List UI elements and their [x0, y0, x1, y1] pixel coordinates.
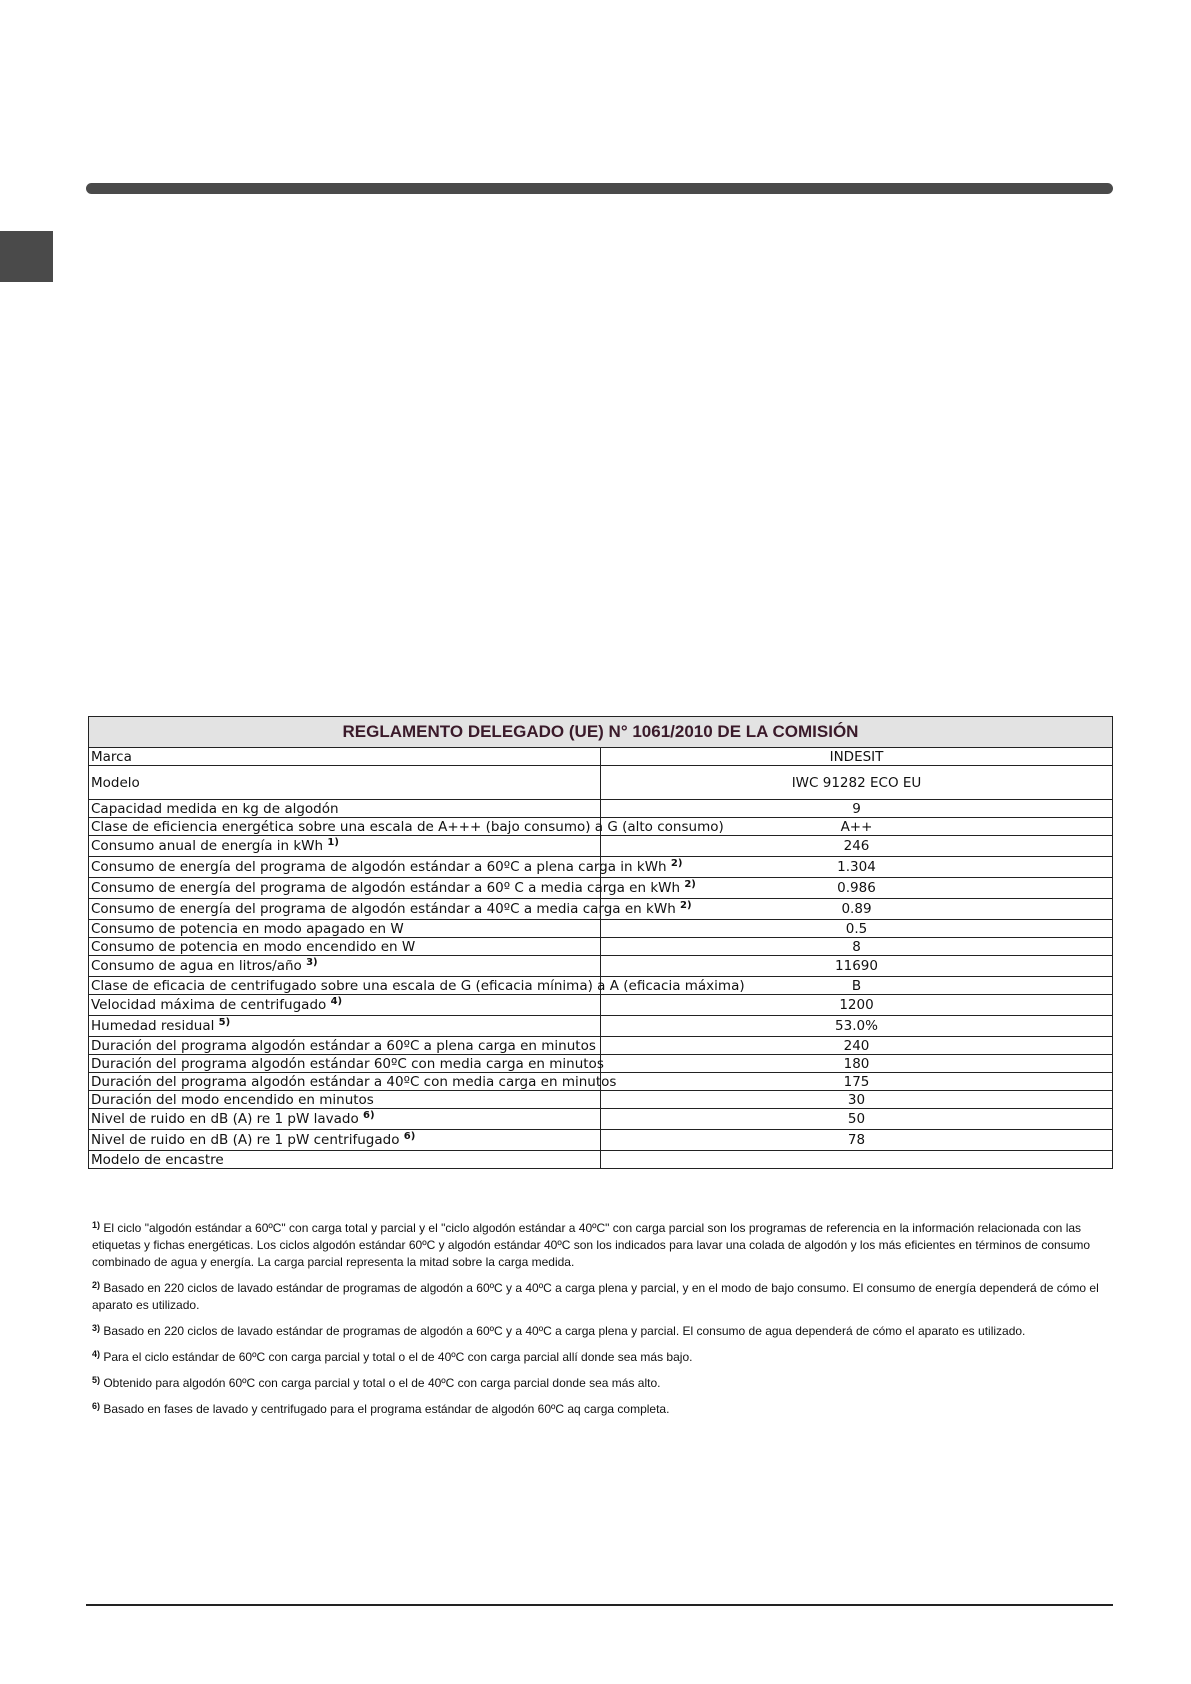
footnote-ref: 4)	[330, 996, 343, 1007]
table-row	[89, 977, 1113, 995]
row-value: 8	[601, 938, 1113, 956]
row-label: Consumo de energía del programa de algodón estándar a 40ºC a media carga en kWh $^{2)}$	[89, 899, 601, 920]
footnote-ref: 1)	[327, 837, 339, 848]
row-label: Consumo de energía del programa de algodón estándar a 60º C a media carga en kWh $^{2)}$	[89, 878, 601, 899]
footnote-mark: 5)	[92, 1375, 101, 1385]
table-row	[89, 857, 1113, 878]
table-row	[89, 1037, 1113, 1055]
footnote-ref: 3)	[306, 957, 318, 968]
row-value	[601, 1151, 1113, 1169]
table-row	[89, 1073, 1113, 1091]
row-label: Duración del modo encendido en minutos	[89, 1091, 601, 1109]
footnote-ref: 2)	[680, 900, 692, 911]
row-value: A++	[601, 818, 1113, 836]
row-value: 78	[601, 1130, 1113, 1151]
footnote-text: Basado en 220 ciclos de lavado estándar de programas de algodón a 60ºC y a 40ºC a carga plena y parcial. El consumo de agua dependerá de cómo el aparato es utilizado.	[100, 1324, 1026, 1338]
footnote-mark: 6)	[92, 1401, 101, 1411]
table-row	[89, 938, 1113, 956]
footnote-ref: 2)	[684, 879, 696, 890]
row-value: INDESIT	[601, 748, 1113, 766]
footnote	[92, 1280, 1112, 1314]
row-label: Consumo de energía del programa de algodón estándar a 60ºC a plena carga in kWh $^{2)}$	[89, 857, 601, 878]
row-value: 246	[601, 836, 1113, 857]
footnote-mark: 4)	[92, 1349, 101, 1359]
regulation-table	[88, 716, 1113, 1169]
row-label: Humedad residual $^{5)}$	[89, 1016, 601, 1037]
footnote	[92, 1323, 1112, 1340]
table-title: REGLAMENTO DELEGADO (UE) N° 1061/2010 DE LA COMISIÓN	[89, 717, 1113, 748]
row-value: 9	[601, 800, 1113, 818]
table-row	[89, 995, 1113, 1016]
footer-rule	[86, 1604, 1113, 1606]
row-label: Capacidad medida en kg de algodón	[89, 800, 601, 818]
table-row	[89, 956, 1113, 977]
footnote-text: Basado en fases de lavado y centrifugado para el programa estándar de algodón 60ºC aq carga completa.	[100, 1402, 670, 1416]
row-label: Duración del programa algodón estándar a 60ºC a plena carga en minutos	[89, 1037, 601, 1055]
row-value: 30	[601, 1091, 1113, 1109]
row-value: 180	[601, 1055, 1113, 1073]
header-rule	[86, 183, 1113, 194]
table-row	[89, 1016, 1113, 1037]
row-label: Nivel de ruido en dB (A) re 1 pW centrifugado $^{6)}$	[89, 1130, 601, 1151]
row-label: Modelo de encastre	[89, 1151, 601, 1169]
row-label: Clase de eficiencia energética sobre una escala de A+++ (bajo consumo) a G (alto consumo)	[89, 818, 601, 836]
table-row	[89, 899, 1113, 920]
row-label: Consumo de potencia en modo encendido en W	[89, 938, 601, 956]
row-value: 11690	[601, 956, 1113, 977]
footnote-text: El ciclo "algodón estándar a 60ºC" con carga total y parcial y el "ciclo algodón estándar a 40ºC" con carga parcial son los programas de referencia en la información relacionada con las etiquetas y fichas energéticas. Los ciclos algodón estándar 60ºC y algodón estándar 40ºC son los indicados para lavar una colada de algodón y los más eficientes en términos de consumo combinado de agua y energía. La carga parcial representa la mitad sobre la carga medida.	[92, 1221, 1091, 1269]
table-row	[89, 836, 1113, 857]
footnote-ref: 6)	[363, 1110, 375, 1121]
footnote	[92, 1220, 1112, 1271]
row-label: Consumo anual de energía in kWh $^{1)}$	[89, 836, 601, 857]
table-row	[89, 878, 1113, 899]
row-value: 53.0%	[601, 1016, 1113, 1037]
row-value: 0.986	[601, 878, 1113, 899]
footnote-ref: 6)	[403, 1131, 416, 1142]
row-label: Nivel de ruido en dB (A) re 1 pW lavado $^{6)}$	[89, 1109, 601, 1130]
footnote-text: Basado en 220 ciclos de lavado estándar de programas de algodón a 60ºC y a 40ºC a carga plena y parcial, y en el modo de bajo consumo. El consumo de energía dependerá de cómo el aparato es utilizado.	[92, 1281, 1099, 1312]
footnotes	[92, 1220, 1112, 1427]
table-row	[89, 1091, 1113, 1109]
row-label: Velocidad máxima de centrifugado $^{4)}$	[89, 995, 601, 1016]
footnote-mark: 2)	[92, 1280, 101, 1290]
table-row	[89, 818, 1113, 836]
row-label: Duración del programa algodón estándar a 40ºC con media carga en minutos	[89, 1073, 601, 1091]
row-value: 175	[601, 1073, 1113, 1091]
row-label: Clase de eficacia de centrifugado sobre una escala de G (eficacia mínima) a A (eficacia máxima)	[89, 977, 601, 995]
row-label: Consumo de potencia en modo apagado en W	[89, 920, 601, 938]
row-value: 0.89	[601, 899, 1113, 920]
language-tab-marker	[0, 231, 53, 282]
table-row	[89, 920, 1113, 938]
footnote-mark: 1)	[92, 1220, 101, 1230]
table-row	[89, 1151, 1113, 1169]
footnote-text: Obtenido para algodón 60ºC con carga parcial y total o el de 40ºC con carga parcial donde sea más alto.	[100, 1376, 661, 1390]
row-label: Modelo	[89, 766, 601, 800]
table-row	[89, 766, 1113, 800]
table-row	[89, 1055, 1113, 1073]
table-row	[89, 1109, 1113, 1130]
row-value: 50	[601, 1109, 1113, 1130]
footnote	[92, 1401, 1112, 1418]
table-row	[89, 748, 1113, 766]
footnote-mark: 3)	[92, 1323, 101, 1333]
table-row	[89, 1130, 1113, 1151]
footnote	[92, 1349, 1112, 1366]
row-label: Consumo de agua en litros/año $^{3)}$	[89, 956, 601, 977]
footnote	[92, 1375, 1112, 1392]
table-row	[89, 800, 1113, 818]
row-value: IWC 91282 ECO EU	[601, 766, 1113, 800]
footnote-ref: 5)	[218, 1017, 231, 1028]
row-value: 1200	[601, 995, 1113, 1016]
row-value: B	[601, 977, 1113, 995]
footnote-ref: 2)	[670, 858, 683, 869]
row-value: 240	[601, 1037, 1113, 1055]
footnote-text: Para el ciclo estándar de 60ºC con carga parcial y total o el de 40ºC con carga parcial allí donde sea más bajo.	[100, 1350, 693, 1364]
row-value: 1.304	[601, 857, 1113, 878]
row-value: 0.5	[601, 920, 1113, 938]
row-label: Duración del programa algodón estándar 60ºC con media carga en minutos	[89, 1055, 601, 1073]
row-label: Marca	[89, 748, 601, 766]
